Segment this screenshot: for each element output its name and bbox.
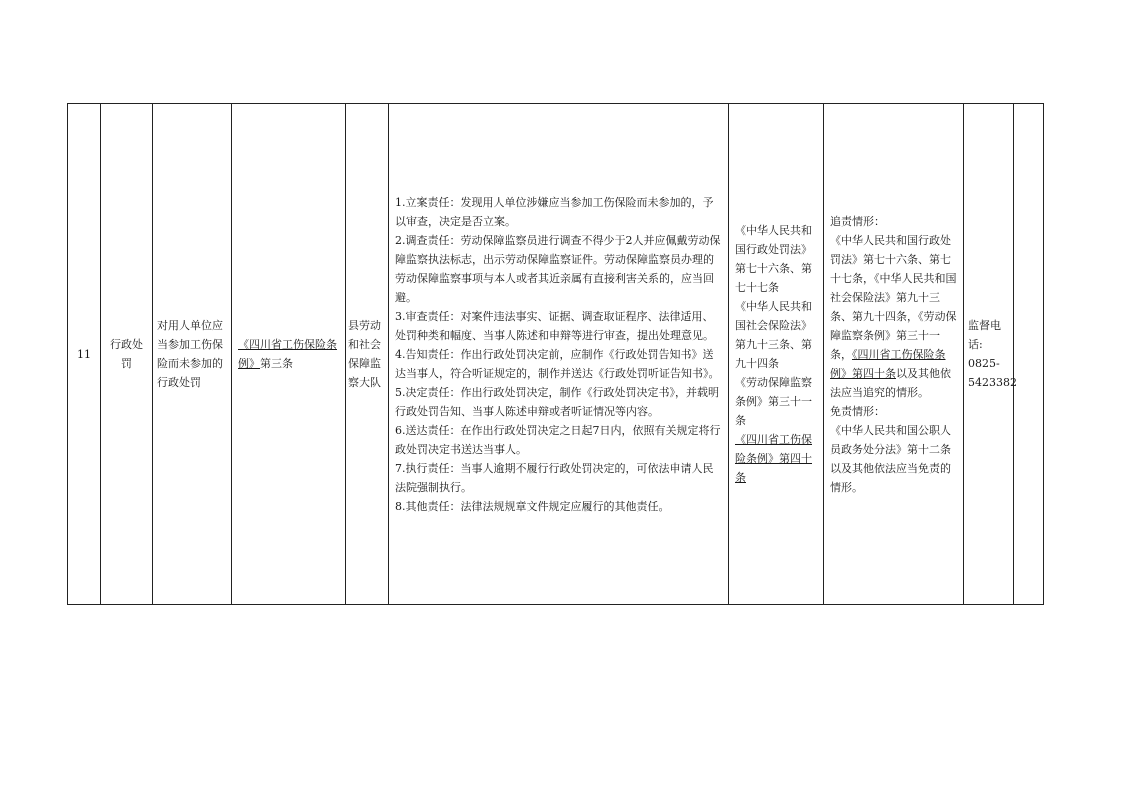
basis-cell bbox=[232, 104, 346, 605]
responsibility-item: 2.调查责任：劳动保障监察员进行调查不得少于2人并应佩戴劳动保障监察执法标志，出示劳动保障监察证件。劳动保障监察员办理的劳动保障监察事项与本人或者其近亲属有直接利害关系的，应当回避。 bbox=[395, 233, 721, 304]
responsibility-item: 1.立案责任：发现用人单位涉嫌应当参加工伤保险而未参加的，予以审查，决定是否立案。 bbox=[395, 195, 714, 228]
legal-basis-cell bbox=[729, 104, 824, 605]
exemption-text: 《中华人民共和国公职人员政务处分法》第十二条以及其他依法应当免责的情形。 bbox=[830, 423, 951, 494]
basis-law: 《四川省工伤保险条例》 bbox=[238, 338, 337, 370]
responsibility-item: 7.执行责任：当事人逾期不履行行政处罚决定的，可依法申请人民法院强制执行。 bbox=[395, 461, 714, 494]
responsibility-item: 4.告知责任：作出行政处罚决定前，应制作《行政处罚告知书》送达当事人，符合听证规定的，制作并送达《行政处罚听证告知书》。 bbox=[395, 347, 720, 380]
responsibility-item: 8.其他责任：法律法规规章文件规定应履行的其他责任。 bbox=[395, 499, 670, 513]
supervision-phone-number: 5423382 bbox=[968, 376, 1017, 389]
remarks-cell bbox=[1014, 104, 1044, 605]
accountability-heading: 追责情形： bbox=[830, 214, 885, 228]
responsibility-item: 5.决定责任：作出行政处罚决定，制作《行政处罚决定书》，并载明行政处罚告知、当事人陈述申辩或者听证情况等内容。 bbox=[395, 385, 719, 418]
accountability-cell bbox=[824, 104, 964, 605]
authority-table bbox=[67, 103, 1044, 605]
row-number: 11 bbox=[77, 347, 91, 361]
item-name-cell bbox=[153, 104, 232, 605]
accountability-text: 《中华人民共和国行政处罚法》第七十六条、第七十七条，《中华人民共和国社会保险法》第九十三条、第九十四条，《劳动保障监察条例》第三十一条，《四川省工伤保险条例》第四十条以及其他依法应当追究的情形。 bbox=[830, 233, 957, 399]
responsibility-item: 6.送达责任：在作出行政处罚决定之日起7日内，依照有关规定将行政处罚决定书送达当事人。 bbox=[395, 423, 721, 456]
implementing-unit: 县劳动和社会保障监察大队 bbox=[348, 319, 381, 389]
supervision-phone-prefix: 0825- bbox=[968, 357, 1000, 370]
legal-basis-labor-supervision: 《劳动保障监察条例》第三十一条 bbox=[735, 376, 812, 427]
exemption-heading: 免责情形： bbox=[830, 404, 885, 418]
category-cell bbox=[101, 104, 153, 605]
responsibility-item: 3.审查责任：对案件违法事实、证据、调查取证程序、法律适用、处罚种类和幅度、当事人陈述和申辩等进行审查，提出处理意见。 bbox=[395, 309, 714, 342]
legal-basis-social-insurance-law: 《中华人民共和国社会保险法》第九十三条、第九十四条 bbox=[735, 300, 812, 370]
legal-basis-admin-penalty-law: 《中华人民共和国行政处罚法》第七十六条、第七十七条 bbox=[735, 224, 812, 294]
legal-basis-sichuan-regulation: 《四川省工伤保险条例》第四十条 bbox=[735, 433, 812, 484]
category: 行政处罚 bbox=[110, 338, 143, 370]
item-name: 对用人单位应当参加工伤保险而未参加的行政处罚 bbox=[157, 319, 223, 389]
responsibilities-cell bbox=[389, 104, 729, 605]
supervision-label: 监督电话: bbox=[968, 319, 1001, 351]
accountability-sichuan-regulation: 《四川省工伤保险条例》第四十条 bbox=[830, 347, 946, 380]
unit-cell bbox=[346, 104, 389, 605]
basis-article: 第三条 bbox=[260, 357, 293, 370]
table-row bbox=[68, 104, 1044, 605]
supervision-cell bbox=[964, 104, 1017, 605]
row-number-cell bbox=[68, 104, 101, 605]
